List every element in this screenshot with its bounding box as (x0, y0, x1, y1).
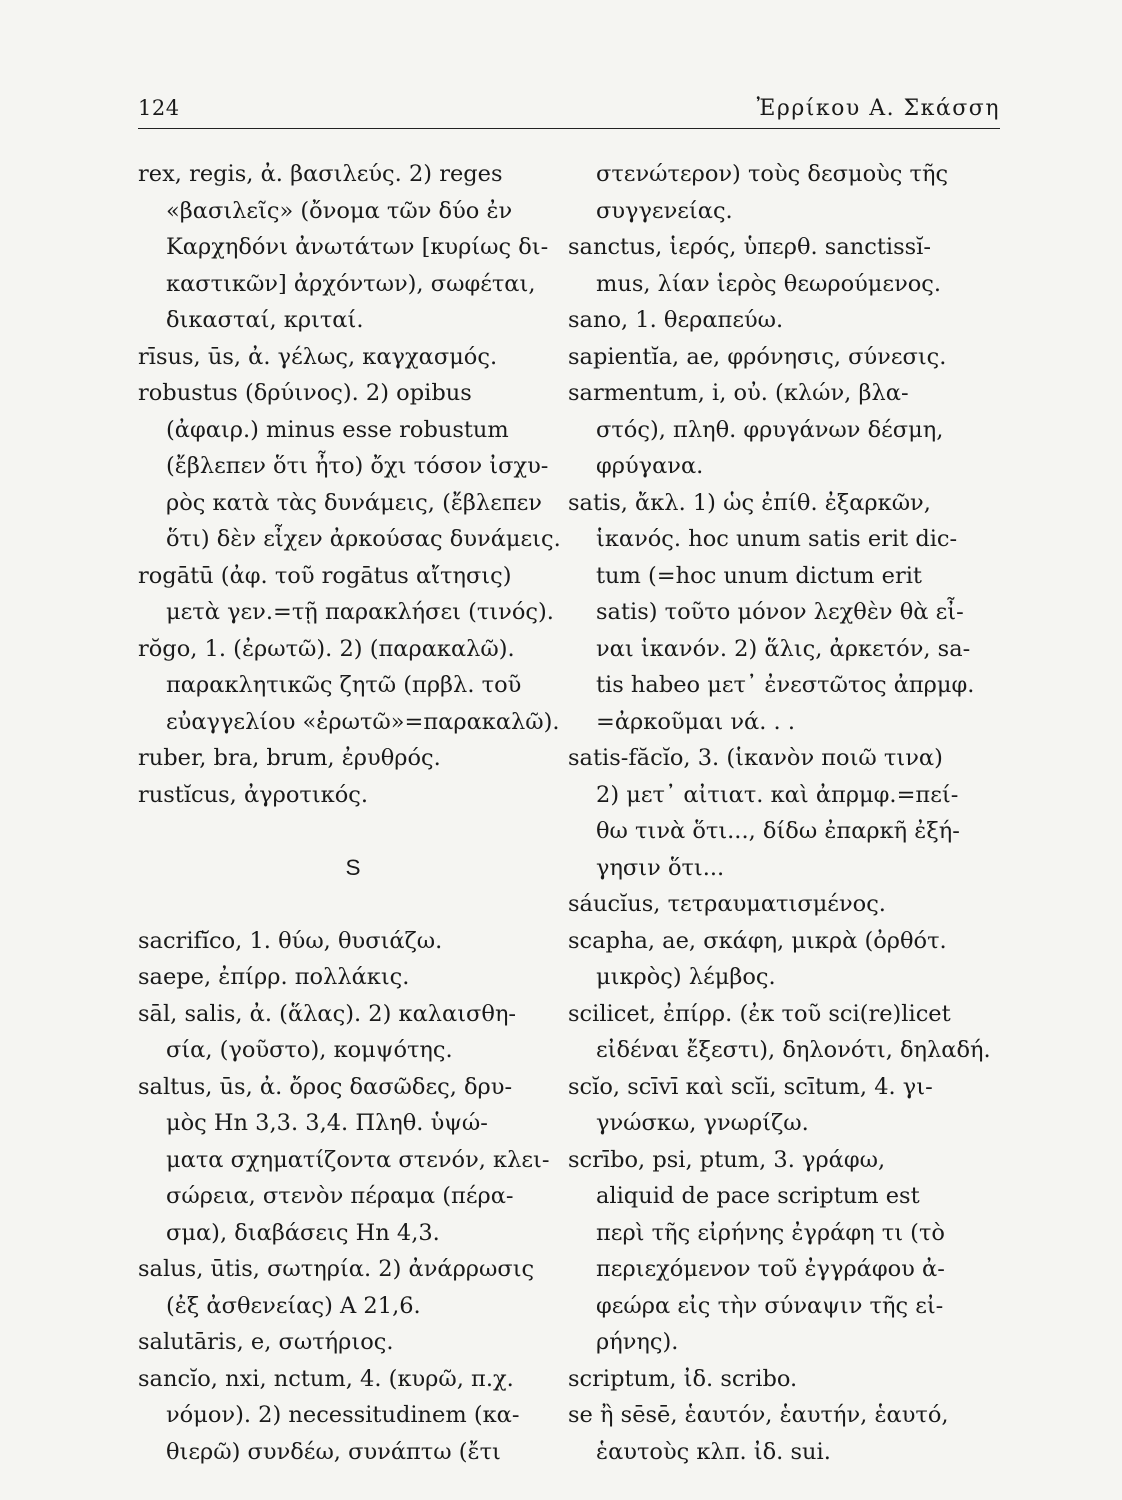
page-number: 124 (138, 96, 180, 120)
entry-line: ρὸς κατὰ τὰς δυνάμεις, (ἔβλεπεν (166, 489, 542, 516)
entry-line: sáucĭus, τετραυματισμένος. (568, 891, 886, 917)
page-header (138, 96, 1000, 130)
entry-line: salutāris, e, σωτήριος. (138, 1329, 394, 1355)
entry-line: γησιν ὅτι... (596, 854, 725, 881)
entry-line: εἰδέναι ἔξεστι), δηλονότι, δηλαδή. (596, 1037, 991, 1063)
entry-line: ματα σχηματίζοντα στενόν, κλει- (166, 1146, 550, 1173)
entry-line: ἱκανός. hoc unum satis erit dic- (596, 526, 958, 552)
entry-line: θιερῶ) συνδέω, συνάπτω (ἔτι (166, 1438, 501, 1465)
entry-line: rogātū (ἀφ. τοῦ rogātus αἴτησις) (138, 562, 512, 589)
entry-line: μὸς Hn 3,3. 3,4. Πληθ. ὑψώ- (166, 1110, 488, 1136)
entry-line: mus, λίαν ἱερὸς θεωρούμενος. (596, 270, 942, 297)
entry-line: sacrifĭco, 1. θύω, θυσιάζω. (138, 927, 443, 954)
entry-line: σμα), διαβάσεις Hn 4,3. (166, 1219, 440, 1246)
entry-line: στός), πληθ. φρυγάνων δέσμη, (596, 416, 944, 443)
entry-line: aliquid de pace scriptum est (596, 1183, 920, 1209)
entry-line: συγγενείας. (596, 197, 733, 224)
entry-line: εὐαγγελίου «ἐρωτῶ»=παρακαλῶ). (166, 708, 560, 735)
entry-line: ἑαυτοὺς κλπ. ἰδ. sui. (596, 1438, 831, 1465)
entry-line: φρύγανα. (596, 453, 704, 479)
entry-line: scĭo, scīvī καὶ scĭi, scītum, 4. γι- (568, 1073, 933, 1100)
entry-line: salus, ūtis, σωτηρία. 2) ἀνάρρωσις (138, 1256, 535, 1282)
entry-line: ὅτι) δὲν εἶχεν ἀρκούσας δυνάμεις. (166, 526, 561, 552)
entry-line: scilicet, ἐπίρρ. (ἐκ τοῦ sci(re)licet (568, 1000, 951, 1027)
entry-line: μετὰ γεν.=τῇ παρακλήσει (τινός). (166, 599, 554, 625)
entry-line: robustus (δρύινος). 2) opibus (138, 380, 472, 406)
entry-line: tum (=hoc unum dictum erit (596, 562, 922, 589)
entry-line: παρακλητικῶς ζητῶ (πρβλ. τοῦ (166, 672, 522, 698)
entry-line: se ἢ sēsē, ἑαυτόν, ἑαυτήν, ἑαυτό, (568, 1402, 949, 1428)
entry-line: =ἀρκοῦμαι νά. . . (596, 708, 795, 735)
entry-line: μικρὸς) λέμβος. (596, 964, 776, 990)
entry-line: θω τινὰ ὅτι..., δίδω ἐπαρκῆ ἐξή- (596, 818, 960, 844)
blank-line (138, 813, 568, 850)
entry-line: saltus, ūs, ἀ. ὄρος δασῶδες, δρυ- (138, 1073, 513, 1100)
right-column (568, 156, 998, 1470)
entry-line: satis, ἄκλ. 1) ὡς ἐπίθ. ἐξαρκῶν, (568, 489, 931, 516)
entry-line: rex, regis, ἀ. βασιλεύς. 2) reges (138, 161, 503, 187)
entry-line: rustĭcus, ἀγροτικός. (138, 781, 369, 808)
entry-line: ρήνης). (596, 1329, 679, 1355)
entry-line: scapha, ae, σκάφη, μικρὰ (ὀρθότ. (568, 927, 947, 954)
entry-line: σώρεια, στενὸν πέραμα (πέρα- (166, 1183, 514, 1209)
entry-line: tis habeo μετ᾽ ἐνεστῶτος ἀπρμφ. (596, 672, 975, 698)
entry-line: (ἔβλεπεν ὅτι ἦτο) ὄχι τόσον ἰσχυ- (166, 453, 549, 479)
entry-line: «βασιλεῖς» (ὄνομα τῶν δύο ἐν (166, 197, 513, 224)
entry-line: Καρχηδόνι ἀνωτάτων [κυρίως δι- (166, 234, 549, 260)
entry-line: φεώρα εἰς τὴν σύναψιν τῆς εἰ- (596, 1292, 944, 1319)
entry-line: ναι ἱκανόν. 2) ἅλις, ἀρκετόν, sa- (596, 635, 971, 662)
entry-line: satis) τοῦτο μόνον λεχθὲν θὰ εἶ- (596, 599, 964, 625)
entry-line: sanctus, ἱερός, ὑπερθ. sanctissĭ- (568, 234, 931, 260)
entry-line: σία, (γοῦστο), κομψότης. (166, 1037, 453, 1063)
entry-line: περιεχόμενον τοῦ ἐγγράφου ἀ- (596, 1256, 945, 1282)
entry-line: sano, 1. θεραπεύω. (568, 307, 784, 333)
entry-line: scrībo, psi, ptum, 3. γράφω, (568, 1146, 886, 1173)
entry-line: rīsus, ūs, ἀ. γέλως, καγχασμός. (138, 343, 498, 370)
entry-line: sancĭo, nxi, nctum, 4. (κυρῶ, π.χ. (138, 1365, 514, 1392)
entry-line: περὶ τῆς εἰρήνης ἐγράφη τι (τὸ (596, 1219, 945, 1246)
entry-line: satis-făcĭo, 3. (ἱκανὸν ποιῶ τινα) (568, 745, 943, 771)
entry-line: στενώτερον) τοὺς δεσμοὺς τῆς (596, 161, 949, 187)
blank-line (138, 886, 568, 923)
entry-line: (ἐξ ἀσθενείας) A 21,6. (166, 1292, 421, 1319)
entry-line: (ἀφαιρ.) minus esse robustum (166, 416, 509, 443)
entry-line: sāl, salis, ἀ. (ἅλας). 2) καλαισθη- (138, 1000, 517, 1027)
entry-line: καστικῶν] ἀρχόντων), σωφέται, (166, 270, 536, 297)
left-column (138, 156, 568, 1470)
entry-line: rŏgo, 1. (ἐρωτῶ). 2) (παρακαλῶ). (138, 635, 515, 662)
entry-line: δικασταί, κριταί. (166, 307, 364, 333)
entry-line: sapientĭa, ae, φρόνησις, σύνεσις. (568, 343, 947, 370)
running-title: Ἐρρίκου Α. Σκάσση (756, 96, 1000, 121)
entry-line: saepe, ἐπίρρ. πολλάκις. (138, 964, 410, 990)
entry-line: 2) μετ᾽ αἰτιατ. καὶ ἀπρμφ.=πεί- (596, 781, 959, 808)
entry-line: νόμον). 2) necessitudinem (κα- (166, 1402, 520, 1428)
entry-line: sarmentum, i, οὐ. (κλών, βλα- (568, 380, 909, 406)
header-rule (138, 128, 1000, 129)
entry-line: scriptum, ἰδ. scribo. (568, 1365, 798, 1392)
entry-line: ruber, bra, brum, ἐρυθρός. (138, 745, 441, 771)
entry-line: γνώσκω, γνωρίζω. (596, 1110, 809, 1136)
section-letter: S (345, 854, 361, 880)
